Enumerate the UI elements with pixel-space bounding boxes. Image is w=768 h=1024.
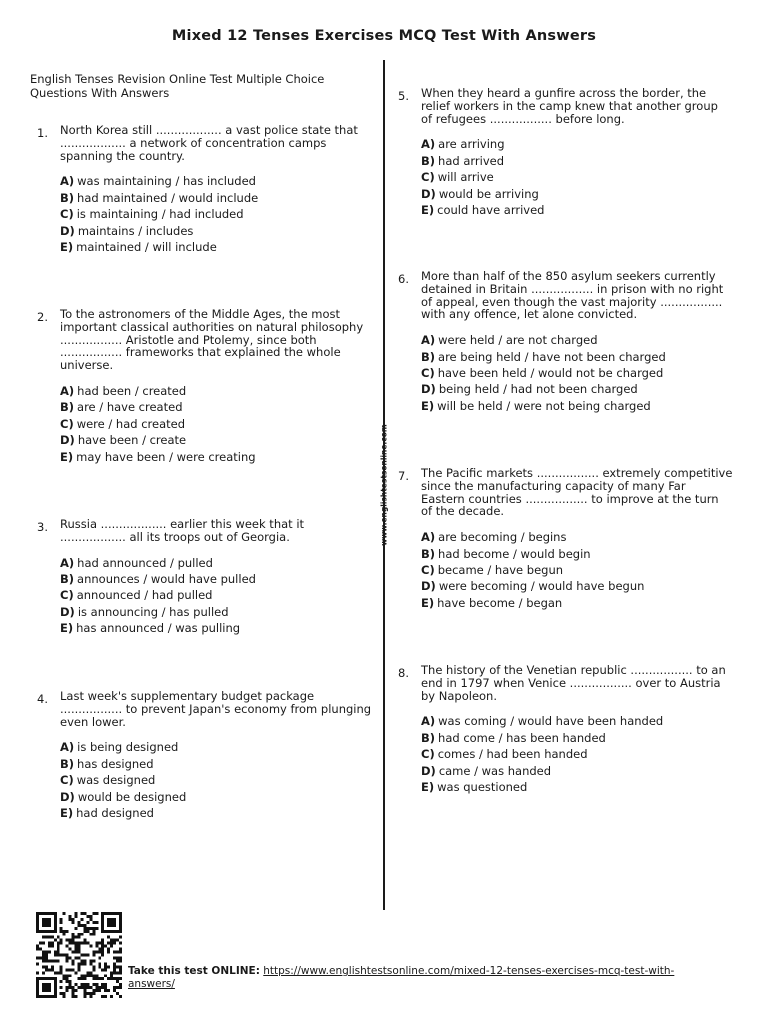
intro-text [30, 72, 370, 100]
answer-option[interactable] [421, 398, 666, 414]
question-stem-line: universe. [60, 358, 114, 373]
option-letter: A) [60, 740, 75, 755]
option-text: being held / had not been charged [438, 382, 638, 397]
question-stem-line: even lower. [60, 714, 126, 729]
option-text: will be held / were not being charged [437, 398, 651, 413]
question-stem [421, 467, 733, 518]
option-text: had designed [76, 805, 154, 820]
option-text: is being designed [77, 740, 179, 755]
question-stem-line: Last week's supplementary budget package [60, 689, 315, 703]
option-letter: A) [421, 714, 436, 729]
question-stem-line: When they heard a gunfire across the border, the [421, 86, 707, 100]
question-stem-line: relief workers in the camp knew that another group [421, 98, 718, 113]
option-text: are / have created [77, 400, 183, 415]
option-text: is maintaining / had included [76, 207, 244, 222]
option-letter: C) [421, 365, 435, 380]
answer-option[interactable] [421, 763, 663, 779]
answer-option[interactable] [60, 739, 186, 755]
question-stem-line: spanning the country. [60, 148, 185, 163]
answer-option[interactable] [60, 190, 258, 206]
question-stem-line: of refugees ................. before long. [421, 111, 625, 126]
option-text: announces / would have pulled [77, 571, 256, 586]
answer-option[interactable] [421, 381, 666, 397]
option-text: was coming / would have been handed [438, 714, 664, 729]
footer-label: Take this test ONLINE: [128, 965, 260, 977]
question-stem-line: More than half of the 850 asylum seekers currently [421, 269, 716, 283]
answer-option[interactable] [421, 595, 644, 611]
question-number: 5. [398, 89, 409, 103]
test-link-line2: answers/ [128, 978, 175, 990]
option-letter: A) [421, 530, 436, 545]
option-letter: D) [60, 604, 75, 619]
answer-option[interactable] [60, 449, 256, 465]
intro-line: Questions With Answers [30, 86, 170, 100]
option-letter: D) [60, 789, 75, 804]
option-letter: B) [421, 546, 436, 561]
option-letter: D) [421, 579, 436, 594]
option-text: were held / are not charged [438, 333, 598, 348]
option-text: was designed [76, 773, 156, 788]
option-letter: A) [421, 137, 436, 152]
answer-option[interactable] [421, 169, 544, 185]
option-letter: E) [60, 239, 74, 254]
answer-option[interactable] [60, 416, 256, 432]
option-text: was questioned [437, 779, 528, 794]
option-letter: B) [421, 730, 436, 745]
question-stem-line: ................. frameworks that explained the whole [60, 345, 341, 360]
option-text: was maintaining / has included [77, 174, 256, 189]
question-number: 7. [398, 469, 409, 483]
answer-option[interactable] [60, 571, 256, 587]
answer-option[interactable] [60, 383, 256, 399]
option-letter: B) [60, 190, 75, 205]
answer-option[interactable] [60, 772, 186, 788]
answer-option[interactable] [421, 529, 644, 545]
test-link-line1: https://www.englishtestsonline.com/mixed-12-tenses-exercises-mcq-test-with- [263, 965, 675, 977]
question-stem-line: detained in Britain ................. in prison with no right [421, 281, 724, 296]
option-letter: E) [60, 621, 74, 636]
option-letter: B) [60, 571, 75, 586]
answer-option[interactable] [421, 202, 544, 218]
option-letter: A) [60, 555, 75, 570]
option-text: will arrive [437, 170, 494, 185]
option-text: may have been / were creating [76, 449, 256, 464]
option-text: comes / had been handed [437, 747, 588, 762]
answer-option[interactable] [60, 173, 258, 189]
question-number: 3. [37, 520, 48, 534]
question-stem [60, 124, 372, 162]
option-text: could have arrived [437, 202, 545, 217]
option-letter: C) [60, 588, 74, 603]
option-letter: E) [421, 202, 435, 217]
option-text: came / was handed [438, 763, 552, 778]
option-text: has designed [77, 756, 154, 771]
answer-option[interactable] [421, 779, 663, 795]
option-text: announced / had pulled [76, 588, 213, 603]
answer-options [60, 173, 258, 255]
option-letter: D) [421, 382, 436, 397]
answer-option[interactable] [60, 206, 258, 222]
option-text: were / had created [76, 416, 186, 431]
qr-code [34, 912, 124, 998]
question-number: 1. [37, 126, 48, 140]
answer-option[interactable] [60, 555, 256, 571]
intro-line: English Tenses Revision Online Test Multiple Choice [30, 72, 325, 86]
option-text: have been held / would not be charged [437, 365, 664, 380]
question-stem-line: To the astronomers of the Middle Ages, the most [60, 307, 341, 321]
option-letter: C) [421, 170, 435, 185]
option-text: had maintained / would include [77, 190, 259, 205]
option-letter: E) [421, 595, 435, 610]
question-stem-line: North Korea still .................. a vast police state that [60, 123, 358, 137]
option-letter: B) [421, 153, 436, 168]
answer-option[interactable] [60, 620, 256, 636]
question-number: 4. [37, 692, 48, 706]
question-stem-line: since the manufacturing capacity of many Far [421, 478, 686, 493]
question-stem [60, 690, 372, 728]
question-stem [60, 518, 372, 544]
answer-options [60, 383, 256, 465]
option-text: had come / has been handed [438, 730, 606, 745]
option-letter: C) [421, 562, 435, 577]
answer-option[interactable] [421, 153, 544, 169]
answer-option[interactable] [60, 756, 186, 772]
answer-option[interactable] [421, 332, 666, 348]
option-letter: C) [60, 416, 74, 431]
question-stem-line: of the decade. [421, 504, 505, 519]
answer-option[interactable] [60, 399, 256, 415]
option-letter: D) [60, 223, 75, 238]
page-title: Mixed 12 Tenses Exercises MCQ Test With Answers [171, 28, 597, 44]
option-letter: D) [60, 433, 75, 448]
answer-option[interactable] [421, 365, 666, 381]
option-letter: C) [60, 773, 74, 788]
option-text: maintained / will include [76, 239, 217, 254]
answer-option[interactable] [60, 587, 256, 603]
question-number: 8. [398, 666, 409, 680]
option-text: are being held / have not been charged [438, 349, 666, 364]
option-letter: A) [60, 384, 75, 398]
question-stem-line: by Napoleon. [421, 688, 497, 703]
option-text: would be designed [77, 789, 187, 804]
option-letter: E) [421, 398, 435, 413]
answer-options [60, 739, 186, 821]
answer-option[interactable] [421, 562, 644, 578]
question-stem-line: of appeal, even though the vast majority ................. [421, 294, 723, 309]
answer-option[interactable] [421, 186, 544, 202]
option-text: have been / create [77, 433, 187, 448]
answer-options [421, 136, 544, 218]
question-stem-line: ................. Aristotle and Ptolemy, since both [60, 332, 317, 347]
footer [128, 965, 748, 991]
answer-option[interactable] [60, 805, 186, 821]
answer-option[interactable] [421, 746, 663, 762]
question-stem-line: end in 1797 when Venice ................. over to Austria [421, 675, 721, 690]
question-stem-line: .................. a network of concentration camps [60, 135, 327, 150]
answer-option[interactable] [60, 432, 256, 448]
answer-option[interactable] [421, 136, 544, 152]
sidebar-url-text: www.englishtestsonline.com [379, 424, 389, 546]
option-text: are arriving [438, 137, 505, 152]
question-stem-line: Russia .................. earlier this week that it [60, 517, 305, 531]
option-text: are becoming / begins [438, 530, 567, 545]
question-stem [421, 270, 733, 321]
answer-option[interactable] [421, 578, 644, 594]
question-stem [60, 308, 372, 372]
option-text: were becoming / would have begun [438, 579, 645, 594]
answer-option[interactable] [60, 604, 256, 620]
answer-options [421, 529, 644, 611]
question-stem-line: important classical authorities on natural philosophy [60, 319, 364, 334]
question-stem-line: ................. to prevent Japan's economy from plunging [60, 701, 372, 716]
answer-option[interactable] [421, 349, 666, 365]
option-text: had arrived [438, 153, 504, 168]
question-stem [421, 664, 733, 702]
option-text: became / have begun [437, 562, 564, 577]
option-text: have become / began [437, 595, 563, 610]
answer-option[interactable] [60, 223, 258, 239]
option-letter: E) [421, 779, 435, 794]
question-stem-line: with any offence, let alone convicted. [421, 307, 638, 322]
answer-option[interactable] [421, 730, 663, 746]
answer-options [421, 332, 666, 414]
option-text: had announced / pulled [77, 555, 213, 570]
answer-option[interactable] [421, 546, 644, 562]
option-letter: E) [60, 805, 74, 820]
option-letter: B) [60, 756, 75, 771]
answer-options [60, 555, 256, 637]
question-number: 6. [398, 272, 409, 286]
answer-option[interactable] [60, 239, 258, 255]
option-letter: D) [421, 186, 436, 201]
option-text: would be arriving [438, 186, 539, 201]
option-letter: C) [60, 207, 74, 222]
option-letter: A) [421, 333, 436, 348]
option-letter: A) [60, 174, 75, 189]
option-text: has announced / was pulling [76, 621, 241, 636]
option-text: had become / would begin [438, 546, 591, 561]
question-stem-line: .................. all its troops out of Georgia. [60, 529, 290, 544]
option-text: maintains / includes [77, 223, 194, 238]
question-stem-line: Eastern countries ................. to improve at the turn [421, 491, 719, 506]
question-stem [421, 87, 733, 125]
option-letter: D) [421, 763, 436, 778]
option-text: had been / created [77, 384, 187, 398]
option-letter: C) [421, 747, 435, 762]
option-letter: E) [60, 449, 74, 464]
option-letter: B) [60, 400, 75, 415]
option-letter: B) [421, 349, 436, 364]
question-stem-line: The history of the Venetian republic ................. to an [421, 663, 726, 677]
answer-options [421, 713, 663, 795]
question-stem-line: The Pacific markets ................. extremely competitive [421, 466, 733, 480]
question-number: 2. [37, 310, 48, 324]
answer-option[interactable] [60, 789, 186, 805]
option-text: is announcing / has pulled [77, 604, 229, 619]
answer-option[interactable] [421, 713, 663, 729]
